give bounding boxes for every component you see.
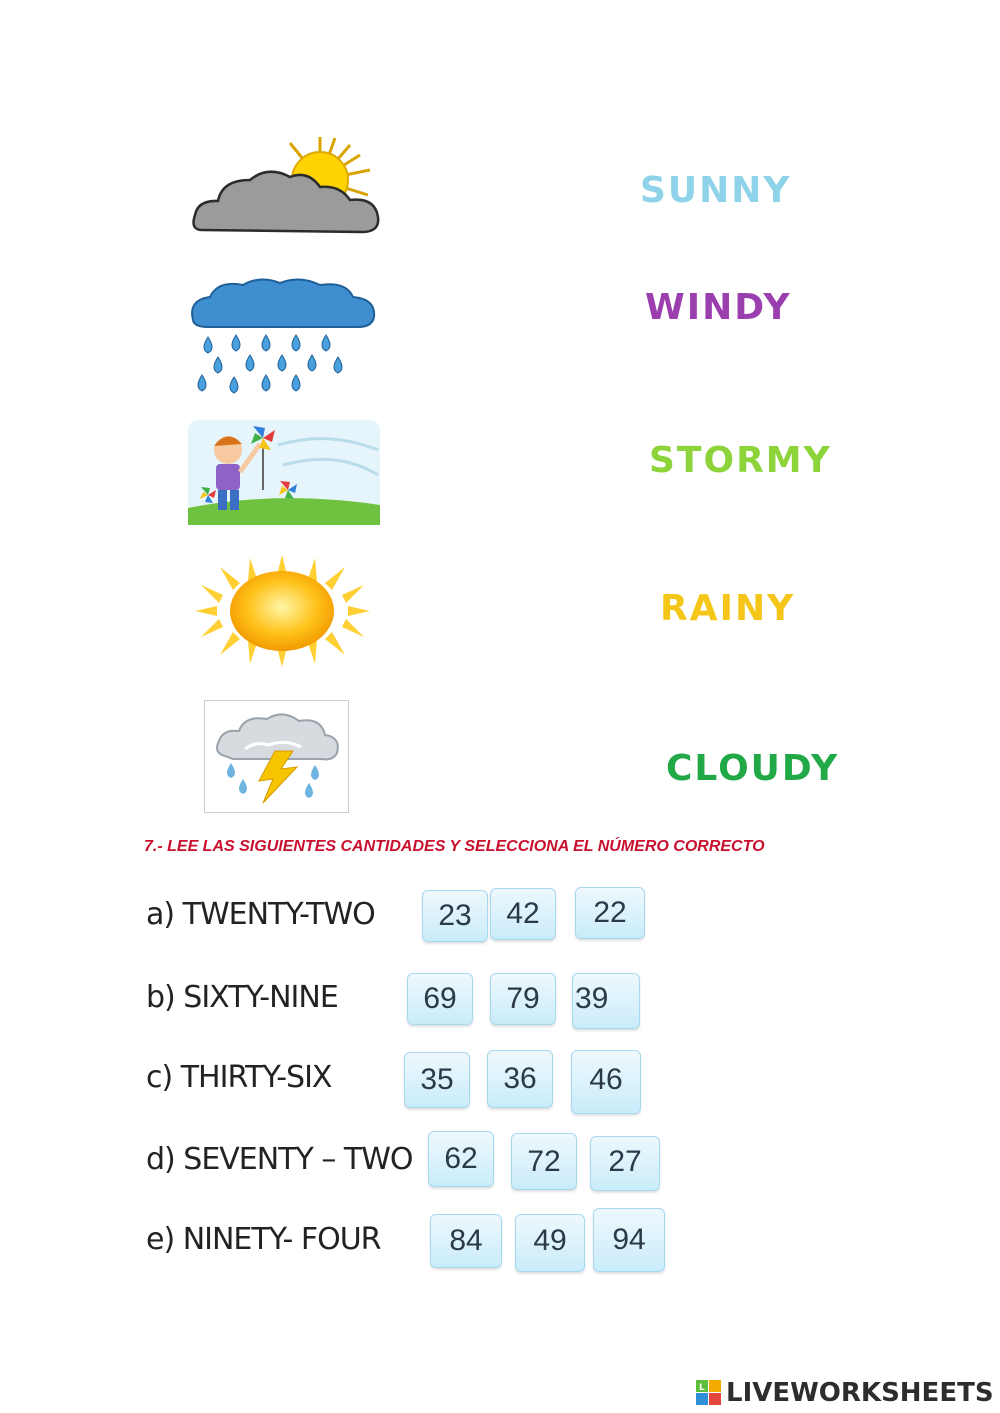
option-d-3[interactable]: 27 <box>590 1136 660 1191</box>
liveworksheets-logo-icon <box>696 1380 722 1406</box>
option-a-2[interactable]: 42 <box>490 888 556 940</box>
option-a-1[interactable]: 23 <box>422 890 488 942</box>
exercise-instruction: 7.- LEE LAS SIGUIENTES CANTIDADES Y SELECCIONA EL NÚMERO CORRECTO <box>144 838 765 855</box>
word-cloudy[interactable]: CLOUDY <box>666 748 840 789</box>
word-windy[interactable]: WINDY <box>645 287 792 328</box>
word-stormy[interactable]: STORMY <box>649 440 832 481</box>
option-b-3[interactable]: 39 <box>572 973 640 1029</box>
option-b-1[interactable]: 69 <box>407 973 473 1025</box>
row-label-b: b) SIXTY-NINE <box>146 980 338 1015</box>
option-b-2[interactable]: 79 <box>490 973 556 1025</box>
option-c-1[interactable]: 35 <box>404 1052 470 1108</box>
storm-cloud-lightning-image <box>204 700 349 813</box>
row-label-e: e) NINETY- FOUR <box>146 1222 381 1257</box>
rain-cloud-image <box>188 275 378 400</box>
option-e-2[interactable]: 49 <box>515 1214 585 1272</box>
option-c-3[interactable]: 46 <box>571 1050 641 1114</box>
option-d-2[interactable]: 72 <box>511 1133 577 1190</box>
word-rainy[interactable]: RAINY <box>660 588 796 629</box>
row-label-a: a) TWENTY-TWO <box>146 897 375 932</box>
logo-text: LIVEWORKSHEETS <box>726 1378 994 1408</box>
option-e-1[interactable]: 84 <box>430 1214 502 1268</box>
windy-child-pinwheel-image <box>188 420 380 525</box>
svg-text:L: L <box>699 1383 705 1393</box>
option-a-3[interactable]: 22 <box>575 887 645 939</box>
sun-image <box>195 555 370 667</box>
option-d-1[interactable]: 62 <box>428 1131 494 1187</box>
word-sunny[interactable]: SUNNY <box>640 170 792 211</box>
row-label-d: d) SEVENTY – TWO <box>146 1142 413 1177</box>
liveworksheets-logo <box>696 1376 996 1410</box>
cloud-with-sun-image <box>190 135 385 240</box>
option-e-3[interactable]: 94 <box>593 1208 665 1272</box>
row-label-c: c) THIRTY-SIX <box>146 1060 332 1095</box>
option-c-2[interactable]: 36 <box>487 1050 553 1108</box>
